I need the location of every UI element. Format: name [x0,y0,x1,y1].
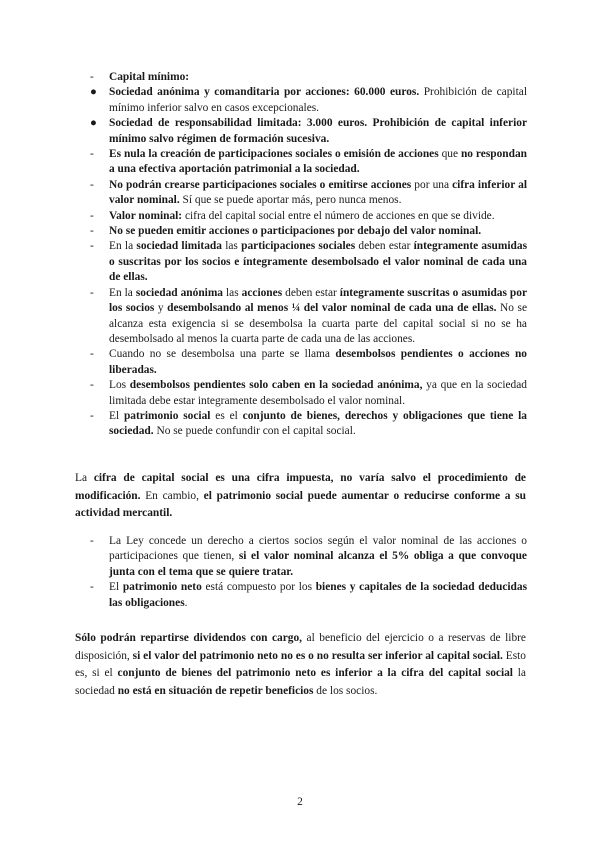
text-run: conjunto de bienes del patrimonio neto es inferior a la cifra del capital social [117,667,513,679]
text-run: si el valor nominal alcanza el 5% obliga a que convoque junta con el tema que se quiere tratar. [109,550,527,578]
bullet-dash: - [90,379,94,392]
text-run: En la [109,240,137,253]
text-run: No se puede confundir con el capital social. [153,425,356,438]
text-run: que [438,148,461,161]
bullet-dash: - [90,178,94,191]
list-item-text [0,409,527,440]
text-run: deben estar [355,240,414,253]
text-run: No se alcanza esta exigencia si se desembolsa la cuarta parte del capital social si no se ha desembolsado al menos la cuarta parte de cada una de las acciones. [109,302,527,345]
list-item-text [0,580,527,611]
text-run: no está en situación de repetir beneficios [117,684,314,697]
text-run: es el [210,409,243,422]
text-run: Es nula la creación de participaciones sociales o emisión de acciones [109,148,439,161]
text-run: El [109,581,123,594]
text-run: Cuando no se desembolsa una parte se llama [109,348,336,361]
text-run: desembolsos pendientes o acciones no liberadas. [109,348,527,376]
list-item-text [0,347,527,378]
text-run: de los socios. [313,684,378,697]
list-item [0,224,600,239]
bullet-dash: - [90,286,94,299]
text-run: Esto es, si el [75,649,526,679]
list-item-text [0,534,527,580]
list-item [0,85,600,116]
text-run: Sociedad de responsabilidad limitada: 3.000 euros. [109,117,368,130]
text-run: conjunto de bienes, derechos y obligaciones que tiene la sociedad. [109,409,527,438]
text-run: sociedad limitada [136,240,222,253]
text-run: Prohibición de capital mínimo inferior salvo en casos excepcionales. [109,86,527,114]
bullet-dash: - [90,148,94,161]
bullet-dash: - [90,209,94,222]
text-run: Los [109,379,130,392]
text-run: Valor nominal: [109,209,183,222]
bullet-dash: - [90,348,94,361]
text-run: Sociedad anónima y comanditaria por acciones: 60.000 euros. [109,86,420,99]
text-run: cifra inferior al valor nominal. [109,178,527,207]
bullet-dot-icon: ● [90,86,97,99]
text-run: acciones [241,286,283,299]
list-item [0,147,600,178]
capital-vs-patrimonio-paragraph [75,470,526,523]
text-run: Sólo podrán repartirse dividendos con cargo, [75,632,303,644]
list-item [0,580,600,611]
list-item-text [0,116,527,147]
list-item [0,70,600,85]
text-run: bienes y capitales de la sociedad deducidas las obligaciones [109,581,527,609]
list-item-text [0,147,527,178]
list-item [0,116,600,147]
text-run: desembolsos pendientes solo caben en la sociedad anónima, [129,379,423,392]
bullet-dash: - [90,71,94,83]
text-run: por una [411,178,453,191]
bullet-dash: - [90,409,94,422]
text-run: No podrán crearse participaciones sociales o emitirse acciones [109,178,412,191]
text-run: desembolsando al menos ¼ del valor nominal de cada una de ellas. [167,302,497,315]
bullet-dash: - [90,225,94,238]
text-run: En la [109,286,136,299]
list-item-text [0,209,527,224]
list-item [0,378,600,409]
text-run: En cambio, [140,489,204,502]
text-run: las [223,286,242,299]
text-run: participaciones sociales [241,240,356,253]
text-run: cifra de capital social es una cifra impuesta, no varía salvo el procedimiento de modificación. [75,472,526,502]
list-item [0,347,600,378]
list-item [0,534,600,580]
list-item [0,286,600,348]
list-item-text [0,70,527,85]
list-item-text [0,239,527,285]
text-run: patrimonio neto [122,581,202,594]
text-run: no respondan a una efectiva aportación patrimonial a la sociedad. [109,148,527,176]
list-item-text [0,224,527,239]
text-run: si el valor del patrimonio neto no es o no resulta ser inferior al capital social. [132,649,503,662]
list-item [0,209,600,224]
text-run: sociedad anónima [135,286,224,299]
text-run: y [154,302,168,315]
list-item-text [0,286,527,348]
bullet-dash: - [90,535,94,547]
page-number: 2 [297,796,303,808]
text-run: el patrimonio social puede aumentar o reducirse conforme a su actividad mercantil. [75,489,526,519]
text-run: cifra del capital social entre el número de acciones en que se divide. [182,209,495,222]
text-run: No se pueden emitir acciones o participaciones por debajo del valor nominal. [109,225,482,238]
text-run: íntegramente suscritas o asumidas por los socios [109,286,528,315]
text-run: las [221,240,242,253]
text-run: ya que en la sociedad limitada debe estar integramente desembolsado el valor nominal. [109,379,527,407]
text-run: La Ley concede un derecho a ciertos socios según el valor nominal de las acciones o participaciones que tienen, [109,535,527,563]
text-run: La [75,472,94,484]
bullet-dash: - [90,581,94,594]
text-run: al beneficio del ejercicio o a reservas de libre disposición, [75,632,526,662]
text-run: Sí que se puede aportar más, pero nunca menos. [179,194,402,207]
text-run: El [109,409,124,422]
text-run: íntegramente asumidas o suscritas por los socios e íntegramente desembolsado el valor nominal de cada una de ellas. [109,240,528,284]
list-item [0,239,600,285]
list-item [0,178,600,209]
patrimonio-list [0,534,600,611]
text-run: deben estar [282,286,340,299]
bullet-dash: - [90,240,94,253]
text-run: la sociedad [75,667,526,697]
capital-rules-list [0,70,600,440]
text-run: está compuesto por los [201,581,316,594]
bullet-dot-icon: ● [90,117,97,130]
list-item [0,409,600,440]
list-item-text [0,85,527,116]
text-run: Prohibición de capital inferior mínimo salvo régimen de formación sucesiva. [109,117,528,145]
list-item-text [0,378,527,409]
text-run: Capital mínimo: [109,71,190,83]
text-run: . [184,596,188,609]
list-item-text [0,178,527,209]
text-run: patrimonio social [123,409,211,422]
dividends-paragraph [75,630,526,700]
